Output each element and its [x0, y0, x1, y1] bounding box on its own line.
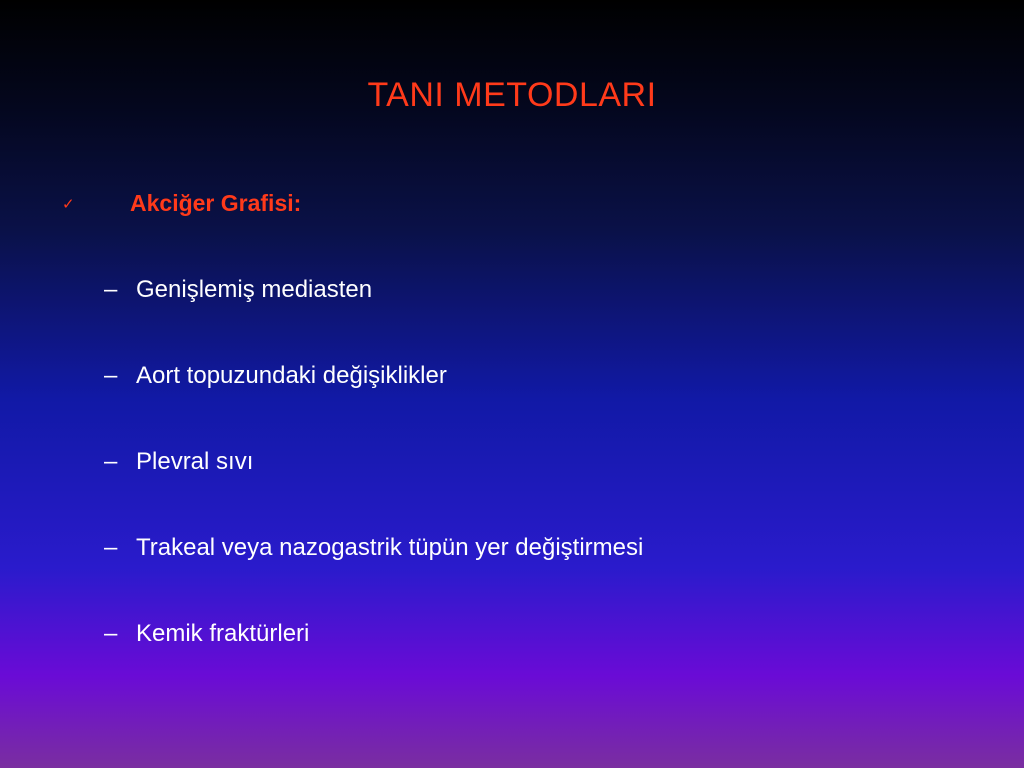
sub-bullet-list [104, 270, 643, 700]
sub-bullet-text: Kemik fraktürleri [136, 620, 310, 647]
main-bullet-label: Akciğer Grafisi: [130, 190, 302, 216]
main-bullet [62, 190, 301, 217]
sub-bullet-text: Plevral sıvı [136, 448, 254, 475]
dash-bullet: – [104, 534, 118, 561]
sub-bullet-text: Genişlemiş mediasten [136, 276, 373, 303]
sub-bullet-item [104, 614, 643, 700]
sub-bullet-item [104, 356, 643, 442]
dash-bullet: – [104, 362, 118, 389]
sub-bullet-text: Aort topuzundaki değişiklikler [136, 362, 447, 389]
dash-bullet: – [104, 276, 118, 303]
checkmark-icon: ✓ [62, 194, 75, 213]
sub-bullet-item [104, 442, 643, 528]
sub-bullet-text: Trakeal veya nazogastrik tüpün yer değiştirmesi [136, 534, 644, 561]
dash-bullet: – [104, 448, 118, 475]
sub-bullet-item [104, 528, 643, 614]
dash-bullet: – [104, 620, 118, 647]
slide-title: TANI METODLARI [367, 76, 657, 114]
sub-bullet-item [104, 270, 643, 356]
